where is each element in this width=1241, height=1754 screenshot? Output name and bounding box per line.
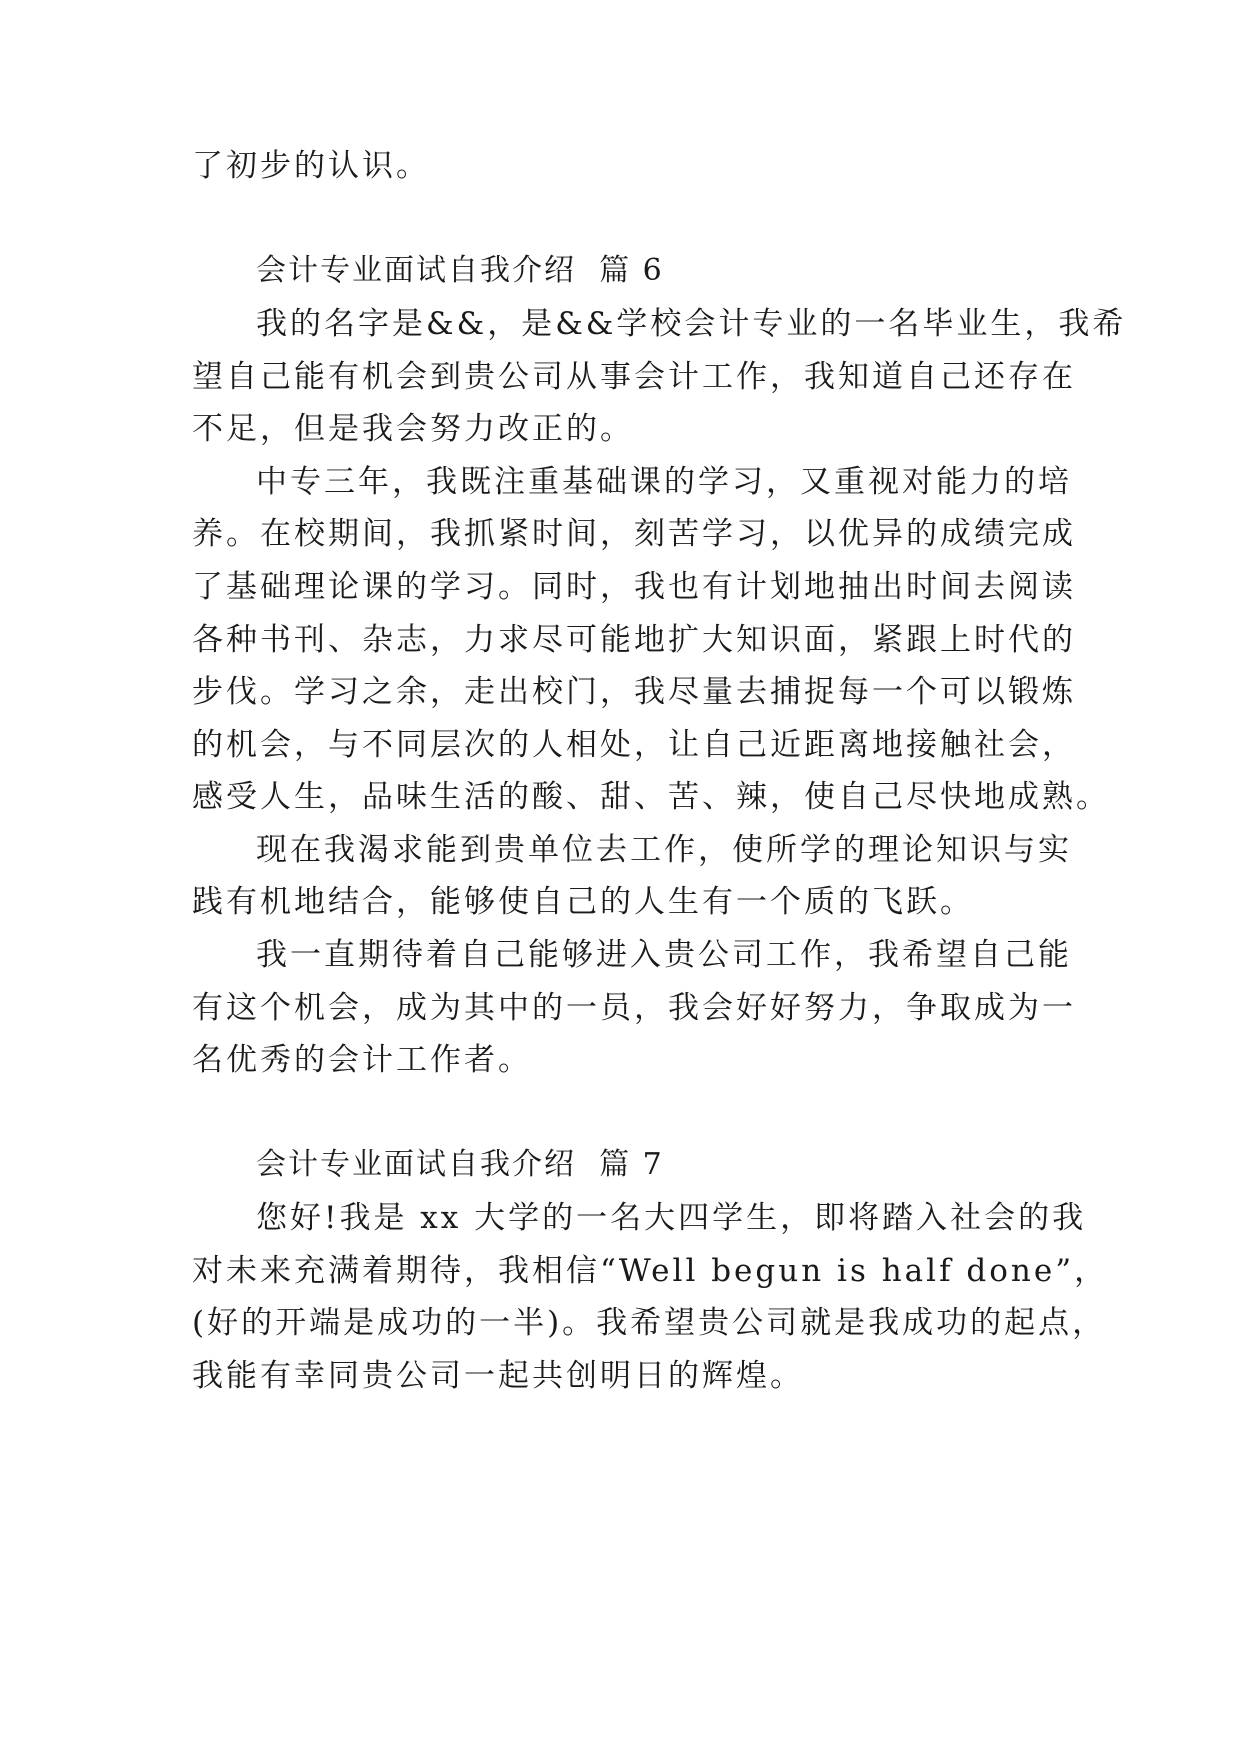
section-6-heading: 会计专业面试自我介绍 篇 6 xyxy=(256,253,664,288)
section-6-p1-line-1: 我的名字是&&，是&&学校会计专业的一名毕业生，我希 xyxy=(256,306,1127,342)
intro-tail-line: 了初步的认识。 xyxy=(192,148,430,184)
section-7-heading: 会计专业面试自我介绍 篇 7 xyxy=(256,1147,664,1182)
section-6-p1-line-3: 不足，但是我会努力改正的。 xyxy=(192,411,634,447)
section-6-p4-line-1: 我一直期待着自己能够进入贵公司工作，我希望自己能 xyxy=(256,937,1072,973)
section-7-p1-line-2: 对未来充满着期待，我相信“Well begun is half done”， xyxy=(192,1253,1109,1289)
section-6-p2-line-4: 各种书刊、杂志，力求尽可能地扩大知识面，紧跟上时代的 xyxy=(192,622,1076,658)
section-6-p3-line-1: 现在我渴求能到贵单位去工作，使所学的理论知识与实 xyxy=(256,832,1072,868)
section-6-p4-line-3: 名优秀的会计工作者。 xyxy=(192,1042,532,1078)
section-6-p2-line-3: 了基础理论课的学习。同时，我也有计划地抽出时间去阅读 xyxy=(192,569,1076,605)
section-6-p2-line-5: 步伐。学习之余，走出校门，我尽量去捕捉每一个可以锻炼 xyxy=(192,674,1076,710)
section-6-p2-line-7: 感受人生，品味生活的酸、甜、苦、辣，使自己尽快地成熟。 xyxy=(192,779,1110,815)
section-6-p2-line-6: 的机会，与不同层次的人相处，让自己近距离地接触社会， xyxy=(192,727,1076,763)
section-6-p2-line-1: 中专三年，我既注重基础课的学习，又重视对能力的培 xyxy=(256,464,1072,500)
section-7-p1-line-1: 您好!我是 xx 大学的一名大四学生，即将踏入社会的我 xyxy=(256,1200,1087,1236)
section-6-p3-line-2: 践有机地结合，能够使自己的人生有一个质的飞跃。 xyxy=(192,884,974,920)
section-6-p4-line-2: 有这个机会，成为其中的一员，我会好好努力，争取成为一 xyxy=(192,990,1076,1026)
section-7-p1-line-4: 我能有幸同贵公司一起共创明日的辉煌。 xyxy=(192,1358,804,1394)
section-6-p1-line-2: 望自己能有机会到贵公司从事会计工作，我知道自己还存在 xyxy=(192,359,1076,395)
section-7-p1-line-3: (好的开端是成功的一半)。我希望贵公司就是我成功的起点， xyxy=(192,1305,1107,1341)
section-6-p2-line-2: 养。在校期间，我抓紧时间，刻苦学习，以优异的成绩完成 xyxy=(192,516,1076,552)
